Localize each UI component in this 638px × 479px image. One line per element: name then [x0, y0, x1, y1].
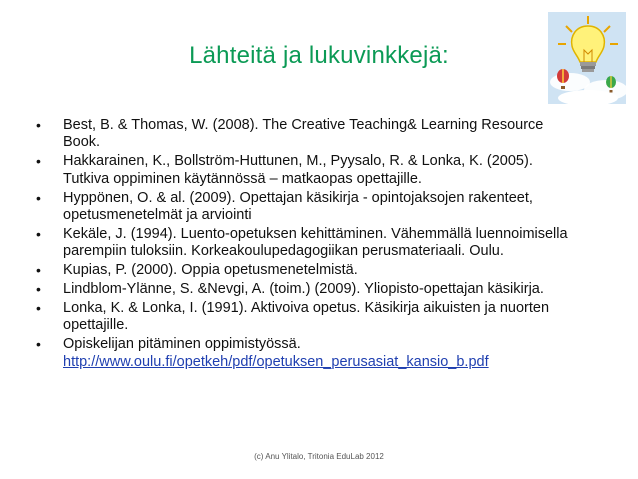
reference-text: Best, B. & Thomas, W. (2008). The Creative Teaching& Learning Resource Book. [63, 117, 544, 151]
bullet: • [36, 153, 41, 170]
reference-text: Hakkarainen, K., Bollström-Huttunen, M., Pyysalo, R. & Lonka, K. (2005). Tutkiva oppiminen käytännössä – matkaopas opettajille. [63, 153, 533, 187]
reference-list [36, 117, 576, 373]
bullet: • [36, 281, 41, 298]
bullet: • [36, 262, 41, 279]
reference-item [36, 190, 576, 225]
reference-text: Opiskelijan pitäminen oppimistyössä. [63, 336, 301, 353]
reference-item [36, 300, 576, 335]
bullet: • [36, 336, 41, 353]
bullet: • [36, 300, 41, 317]
reference-item [36, 153, 576, 188]
reference-item [36, 226, 576, 261]
reference-text: Hyppönen, O. & al. (2009). Opettajan käsikirja - opintojaksojen rakenteet, opetusmenetelmät ja arviointi [63, 189, 533, 224]
reference-item [36, 281, 576, 298]
footer-credit: (c) Anu Ylitalo, Tritonia EduLab 2012 [254, 452, 384, 461]
lightbulb-with-balloons-icon [548, 12, 626, 104]
bullet: • [36, 189, 41, 206]
reference-text: Lonka, K. & Lonka, I. (1991). Aktivoiva opetus. Käsikirja aikuisten ja nuorten opettajille. [63, 300, 550, 334]
reference-item [36, 336, 576, 371]
reference-text: Kupias, P. (2000). Oppia opetusmenetelmistä. [63, 262, 358, 279]
reference-link[interactable]: http://www.oulu.fi/opetkeh/pdf/opetuksen_perusasiat_kansio_b.pdf [63, 353, 489, 370]
reference-item [36, 262, 576, 279]
reference-text: Lindblom-Ylänne, S. &Nevgi, A. (toim.) (2009). Yliopisto-opettajan käsikirja. [63, 281, 544, 298]
bullet: • [36, 117, 41, 133]
reference-text: Kekäle, J. (1994). Luento-opetuksen kehittäminen. Vähemmällä luennoimisella parempiin tuloksiin. Korkeakoulupedagogiikan perusmateriaali. Oulu. [63, 225, 568, 260]
reference-item [36, 117, 576, 152]
bullet: • [36, 225, 41, 242]
slide-title: Lähteitä ja lukuvinkkejä: [189, 42, 449, 69]
